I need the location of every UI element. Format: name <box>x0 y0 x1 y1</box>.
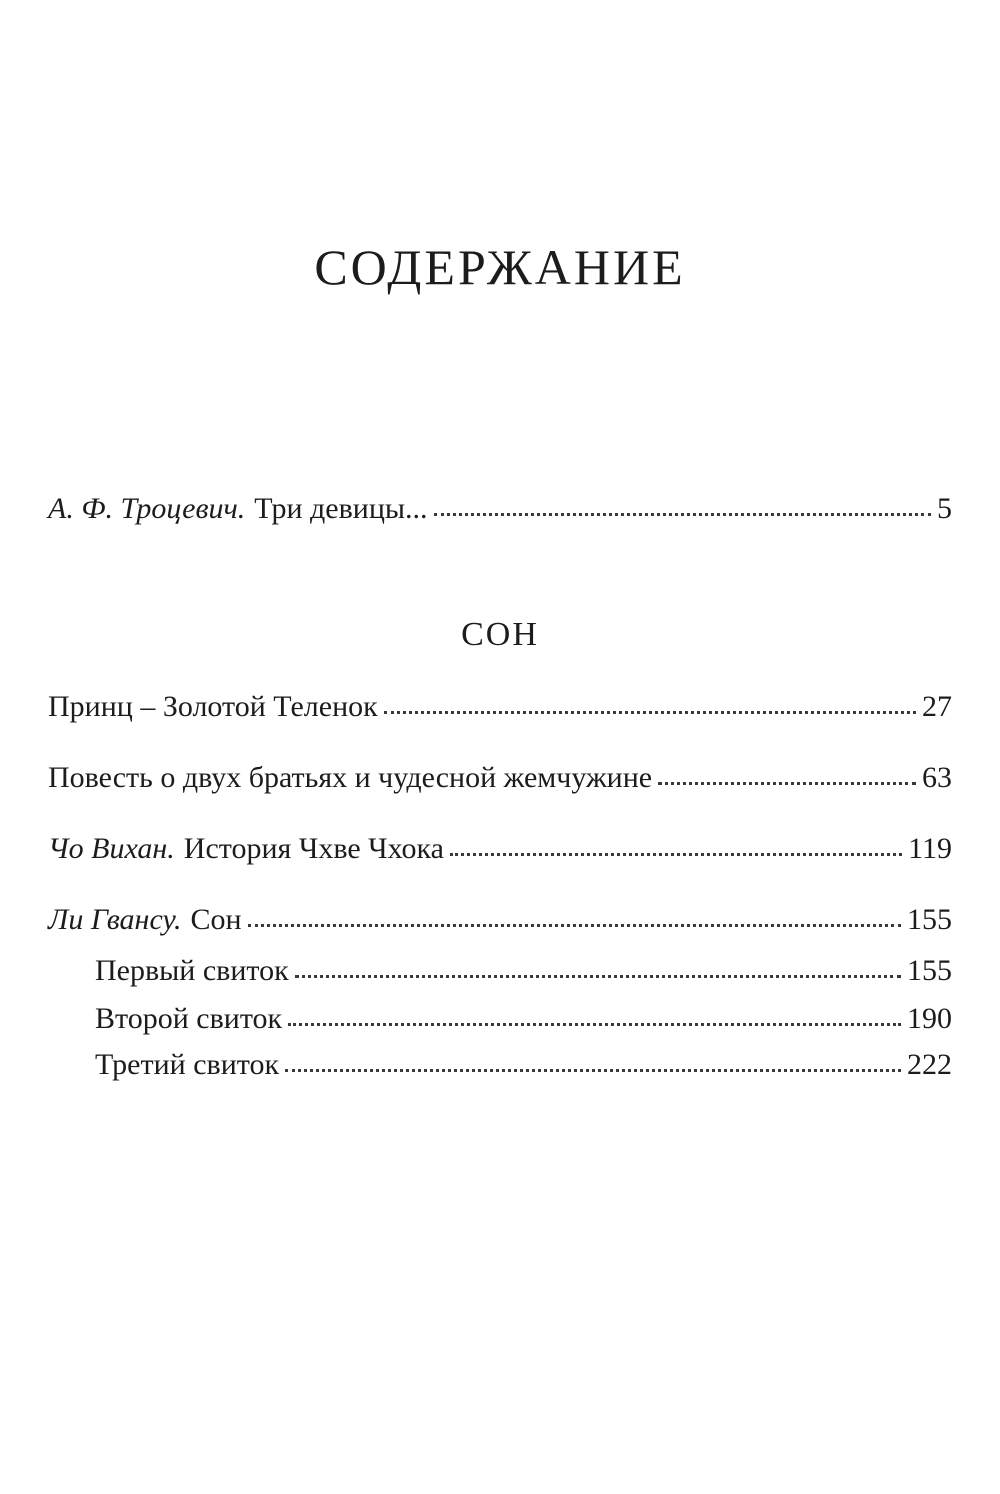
toc-page-number: 155 <box>907 954 952 987</box>
toc-subentry[interactable] <box>95 956 952 986</box>
dot-leader <box>285 1069 901 1072</box>
toc-subentry-title: Второй свиток <box>95 1002 283 1035</box>
dot-leader <box>658 782 916 785</box>
toc-page-number: 63 <box>922 761 952 794</box>
dot-leader <box>248 924 901 927</box>
dot-leader <box>384 711 916 714</box>
page-title: СОДЕРЖАНИЕ <box>314 238 686 295</box>
toc-subentry[interactable] <box>95 1004 952 1034</box>
toc-entry[interactable] <box>48 834 952 864</box>
section-title: СОН <box>461 616 539 653</box>
toc-entry[interactable] <box>48 905 952 935</box>
toc-page-number: 190 <box>907 1002 952 1035</box>
toc-subentry-title: Первый свиток <box>95 954 289 987</box>
toc-entry-author: А. Ф. Троцевич. <box>48 492 246 525</box>
toc-entry-intro[interactable] <box>48 494 952 524</box>
toc-entry-title: Три девицы... <box>254 492 428 525</box>
toc-entry[interactable] <box>48 763 952 793</box>
dot-leader <box>295 975 901 978</box>
toc-entry-title: Принц – Золотой Теленок <box>48 690 378 723</box>
toc-entry-title: Сон <box>190 903 242 936</box>
toc-entry-title: История Чхве Чхока <box>183 832 444 865</box>
toc-entry-author: Ли Гвансу. <box>48 903 182 936</box>
toc-entry-author: Чо Вихан. <box>48 832 175 865</box>
toc-page-number: 119 <box>908 832 952 865</box>
toc-page-number: 27 <box>922 690 952 723</box>
toc-subentry[interactable] <box>95 1050 952 1080</box>
toc-entry[interactable] <box>48 692 952 722</box>
dot-leader <box>288 1023 901 1026</box>
dot-leader <box>450 853 902 856</box>
toc-subentry-title: Третий свиток <box>95 1048 280 1081</box>
toc-page-number: 222 <box>907 1048 952 1081</box>
dot-leader <box>434 513 931 516</box>
toc-page-number: 5 <box>937 492 952 525</box>
toc-entry-title: Повесть о двух братьях и чудесной жемчужине <box>48 761 653 794</box>
toc-page-number: 155 <box>907 903 952 936</box>
